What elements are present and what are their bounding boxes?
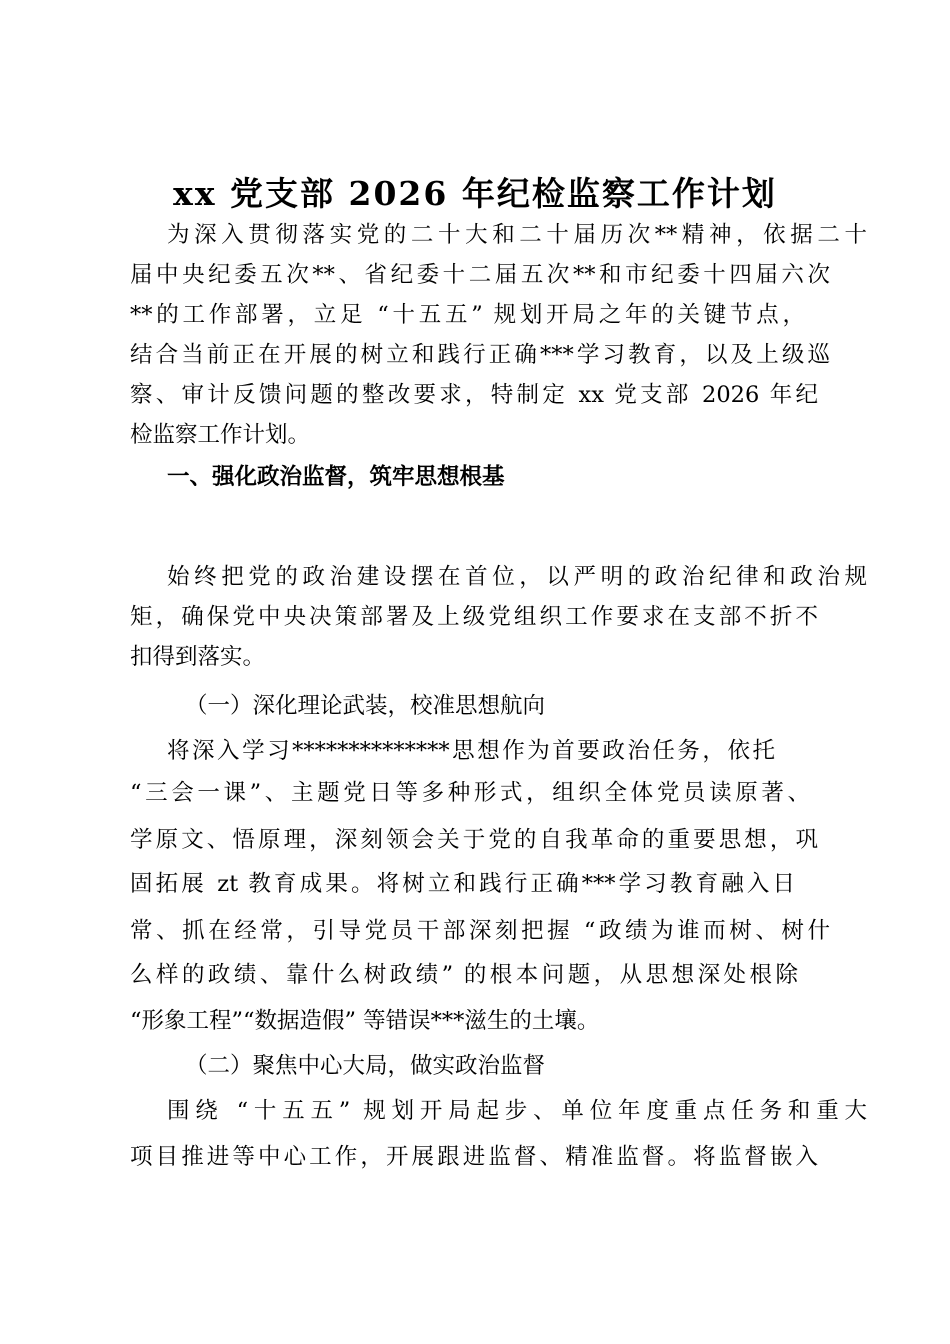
subsection-paragraph-line: 学原文、悟原理，深刻领会关于党的自我革命的重要思想，巩 (130, 827, 818, 853)
intro-line: 察、审计反馈问题的整改要求，特制定 xx 党支部 2026 年纪 (130, 382, 818, 408)
subsection-paragraph-line: 么样的政绩、靠什么树政绩” 的根本问题，从思想深处根除 (130, 962, 798, 988)
subsection-paragraph-line: 将深入学习**************思想作为首要政治任务，依托 (167, 738, 775, 764)
subsection-paragraph-line: 常、抓在经常，引导党员干部深刻把握 “政绩为谁而树、树什 (130, 918, 830, 944)
subsection-heading: （二）聚焦中心大局，做实政治监督 (185, 1053, 546, 1079)
intro-line: 检监察工作计划。 (130, 422, 311, 448)
subsection-paragraph-line: 围绕 “十五五” 规划开局起步、单位年度重点任务和重大 (167, 1098, 867, 1124)
document-title: xx 党支部 2026 年纪检监察工作计划 (173, 174, 777, 213)
intro-line: 届中央纪委五次**、省纪委十二届五次**和市纪委十四届六次 (130, 262, 830, 288)
section-heading: 一、强化政治监督，筑牢思想根基 (167, 464, 505, 490)
intro-line: 为深入贯彻落实党的二十大和二十届历次**精神，依据二十 (167, 222, 867, 248)
subsection-heading: （一）深化理论武装，校准思想航向 (185, 693, 546, 719)
intro-line: **的工作部署，立足 “十五五” 规划开局之年的关键节点， (130, 302, 805, 328)
subsection-paragraph-line: 固拓展 zt 教育成果。将树立和践行正确***学习教育融入日 (130, 871, 795, 897)
section-paragraph-line: 始终把党的政治建设摆在首位，以严明的政治纪律和政治规 (167, 564, 867, 590)
intro-line: 结合当前正在开展的树立和践行正确***学习教育，以及上级巡 (130, 342, 830, 368)
section-paragraph-line: 扣得到落实。 (130, 644, 266, 670)
subsection-paragraph-line: “三会一课”、主题党日等多种形式，组织全体党员读原著、 (130, 780, 810, 806)
subsection-paragraph-line: 项目推进等中心工作，开展跟进监督、精准监督。将监督嵌入 (130, 1144, 818, 1170)
subsection-paragraph-line: “形象工程”“数据造假” 等错误***滋生的土壤。 (130, 1008, 600, 1034)
section-paragraph-line: 矩，确保党中央决策部署及上级党组织工作要求在支部不折不 (130, 604, 818, 630)
